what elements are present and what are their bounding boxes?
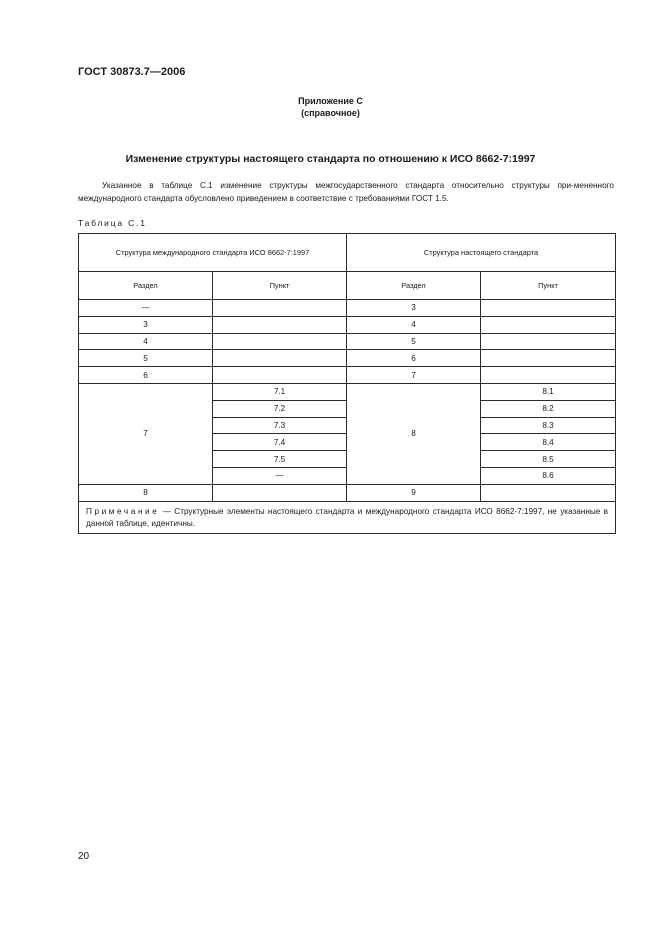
iso-item-cell: — [213,467,347,484]
annex-status: (справочное) [301,108,360,118]
iso-item-cell: 7.5 [213,451,347,468]
std-section-cell: 4 [347,316,481,333]
std-item-cell: 8.5 [481,451,616,468]
std-item-cell [481,316,616,333]
note-text: — Структурные элементы настоящего стандарта и международного стандарта ИСО 8662-7:1997, не указанные в данной таблице, идентичны. [86,506,609,528]
std-section-cell: 7 [347,367,481,384]
table-row [79,350,616,367]
iso-section-cell: 5 [79,350,213,367]
std-section-cell: 9 [347,484,481,501]
iso-item-cell: 7.4 [213,434,347,451]
std-item-cell [481,333,616,350]
std-section-cell: 5 [347,333,481,350]
note-lead: Примечание [86,506,160,516]
annex-heading: Изменение структуры настоящего стандарта по отношению к ИСО 8662-7:1997 [125,153,536,165]
iso-item-cell: 7.2 [213,400,347,417]
iso-item-cell: 7.1 [213,383,347,400]
iso-section-cell: 6 [79,367,213,384]
document-code: ГОСТ 30873.7—2006 [78,66,186,78]
std-item-cell: 8.1 [481,383,616,400]
header-std-structure: Структура настоящего стандарта [347,234,616,272]
std-section-cell: 6 [347,350,481,367]
std-item-cell [481,367,616,384]
table-note [79,501,616,533]
iso-item-cell [213,367,347,384]
column-header-iso-item: Пункт [213,272,347,300]
std-item-cell [481,350,616,367]
std-item-cell: 8.6 [481,467,616,484]
annex-title: Приложение С [298,96,363,106]
iso-section-cell: — [79,300,213,317]
table-row [79,367,616,384]
std-section-cell-merged: 8 [347,383,481,484]
column-header-std-item: Пункт [481,272,616,300]
intro-text: Указанное в таблице С.1 изменение структуры межгосударственного стандарта относительно структуры при-мененного международного стандарта обусловлено приведением в соответствие с требованиями ГОСТ 1.5. [78,181,614,203]
table-row [79,300,616,317]
iso-item-cell [213,350,347,367]
std-section-cell: 3 [347,300,481,317]
iso-section-cell-merged: 7 [79,383,213,484]
table-note-row [79,501,616,533]
std-item-cell: 8.2 [481,400,616,417]
column-header-std-section: Раздел [347,272,481,300]
iso-item-cell: 7.3 [213,417,347,434]
table-row [79,484,616,501]
intro-paragraph [78,179,614,205]
iso-section-cell: 4 [79,333,213,350]
iso-section-cell: 3 [79,316,213,333]
header-iso-structure: Структура международного стандарта ИСО 8662-7:1997 [79,234,347,272]
table-row [79,316,616,333]
column-header-iso-section: Раздел [79,272,213,300]
table-row [79,383,616,400]
iso-item-cell [213,300,347,317]
iso-item-cell [213,316,347,333]
page-number: 20 [78,851,90,862]
structure-comparison-table [78,233,616,534]
iso-item-cell [213,333,347,350]
table-label: Таблица С.1 [78,218,147,228]
std-item-cell [481,300,616,317]
std-item-cell: 8.3 [481,417,616,434]
iso-item-cell [213,484,347,501]
std-item-cell: 8.4 [481,434,616,451]
table-row [79,333,616,350]
std-item-cell [481,484,616,501]
iso-section-cell: 8 [79,484,213,501]
